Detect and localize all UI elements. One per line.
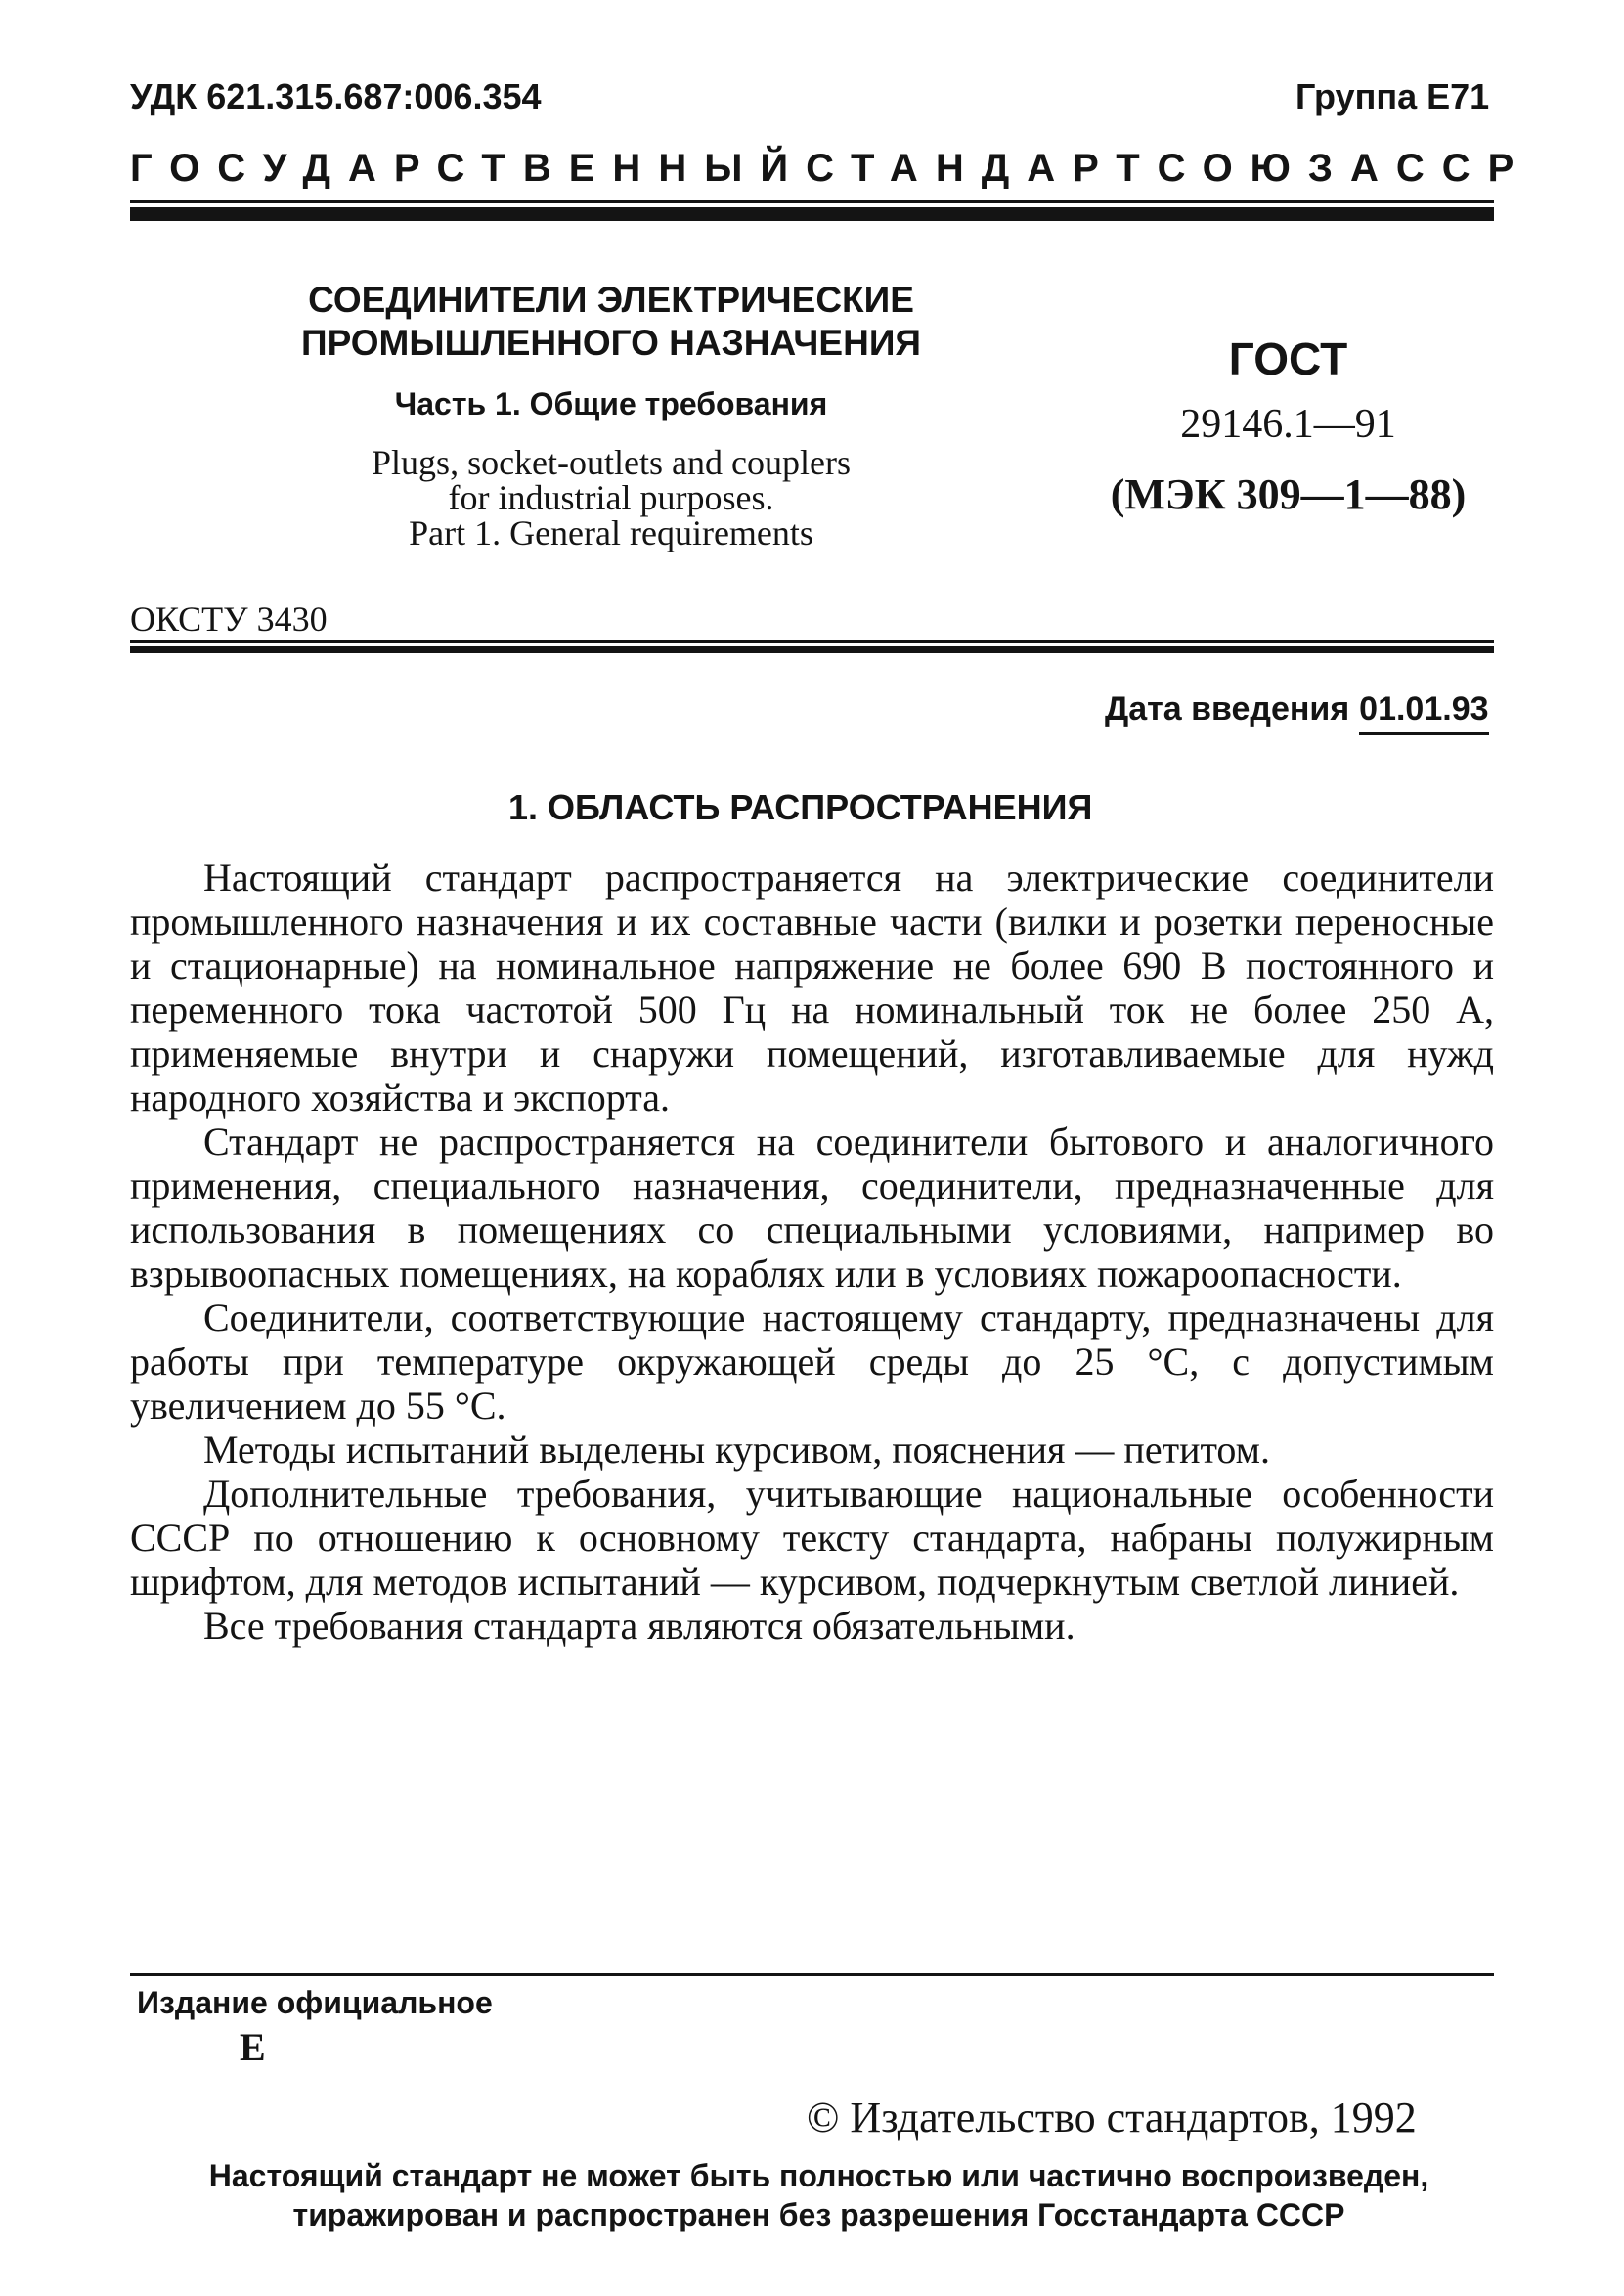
section-body [130, 856, 1494, 1648]
edition-letter: Е [240, 2025, 266, 2069]
paragraph: Методы испытаний выделены курсивом, пояснения — петитом. [203, 1428, 1270, 1472]
reproduction-notice [137, 2156, 1501, 2234]
copyright: © Издательство стандартов, 1992 [807, 2094, 1417, 2141]
banner-word: ССР [1395, 147, 1532, 190]
banner-word: СОЮЗА [1157, 147, 1396, 190]
introduction-date [1105, 690, 1489, 735]
gost-number: 29146.1—91 [1180, 402, 1396, 447]
title-line-1: СОЕДИНИТЕЛИ ЭЛЕКТРИЧЕСКИЕ [308, 280, 914, 320]
mid-rule-thick [130, 646, 1494, 653]
paragraph: Дополнительные требования, учитывающие национальные особенности СССР по отношению к основному тексту стандарта, набраны полужирным шрифтом, для методов испытаний — курсивом, подчеркнутым светлой линией. [130, 1472, 1494, 1604]
section-heading: 1. ОБЛАСТЬ РАСПРОСТРАНЕНИЯ [508, 787, 1093, 827]
title-line-2: ПРОМЫШЛЕННОГО НАЗНАЧЕНИЯ [300, 323, 922, 363]
paragraph: Стандарт не распространяется на соединители бытового и аналогичного применения, специального назначения, соединители, предназначенные для использования в помещениях со специальными условиями, например во взрывоопасных помещениях, на кораблях или в условиях пожароопасности. [130, 1120, 1494, 1296]
english-line-3: Part 1. General requirements [409, 513, 813, 552]
header-rule-thick [130, 207, 1494, 221]
paragraph: Соединители, соответствующие настоящему стандарту, предназначены для работы при температуре окружающей среды до 25 °С, с допустимым увеличением до 55 °С. [130, 1296, 1494, 1428]
iec-reference: (МЭК 309—1—88) [1110, 470, 1467, 518]
group-code: Группа Е71 [1295, 76, 1490, 116]
paragraph: Все требования стандарта являются обязательными. [203, 1604, 1075, 1648]
part-subtitle: Часть 1. Общие требования [394, 386, 828, 421]
okstu-code: ОКСТУ 3430 [130, 599, 328, 639]
date-value: 01.01.93 [1359, 690, 1488, 735]
udk-code: УДК 621.315.687:006.354 [130, 76, 542, 116]
mid-rule-thin [130, 640, 1494, 643]
english-line-1: Plugs, socket-outlets and couplers [372, 443, 851, 482]
gost-label: ГОСТ [1228, 333, 1348, 384]
official-edition: Издание официальное [137, 1985, 493, 2020]
banner-word: ГОСУДАРСТВЕННЫЙ [130, 147, 807, 190]
notice-line-1: Настоящий стандарт не может быть полностью или частично воспроизведен, [208, 2158, 1429, 2193]
notice-line-2: тиражирован и распространен без разрешения Госстандарта СССР [292, 2197, 1345, 2232]
english-line-2: for industrial purposes. [448, 478, 774, 517]
date-label: Дата введения [1105, 690, 1350, 728]
header-rule-thin [130, 200, 1494, 203]
paragraph: Настоящий стандарт распространяется на электрические соединители промышленного назначения и их составные части (вилки и розетки переносные и стационарные) на номинальное напряжение не более 690 В постоянного и переменного тока частотой 500 Гц на номинальный ток не более 250 А, применяемые внутри и снаружи помещений, изготавливаемые для нужд народного хозяйства и экспорта. [130, 856, 1494, 1120]
document-title [274, 279, 948, 365]
banner-word: СТАНДАРТ [806, 147, 1158, 190]
english-title [274, 445, 948, 551]
footer-rule [130, 1973, 1494, 1976]
state-standard-banner [130, 147, 1532, 191]
